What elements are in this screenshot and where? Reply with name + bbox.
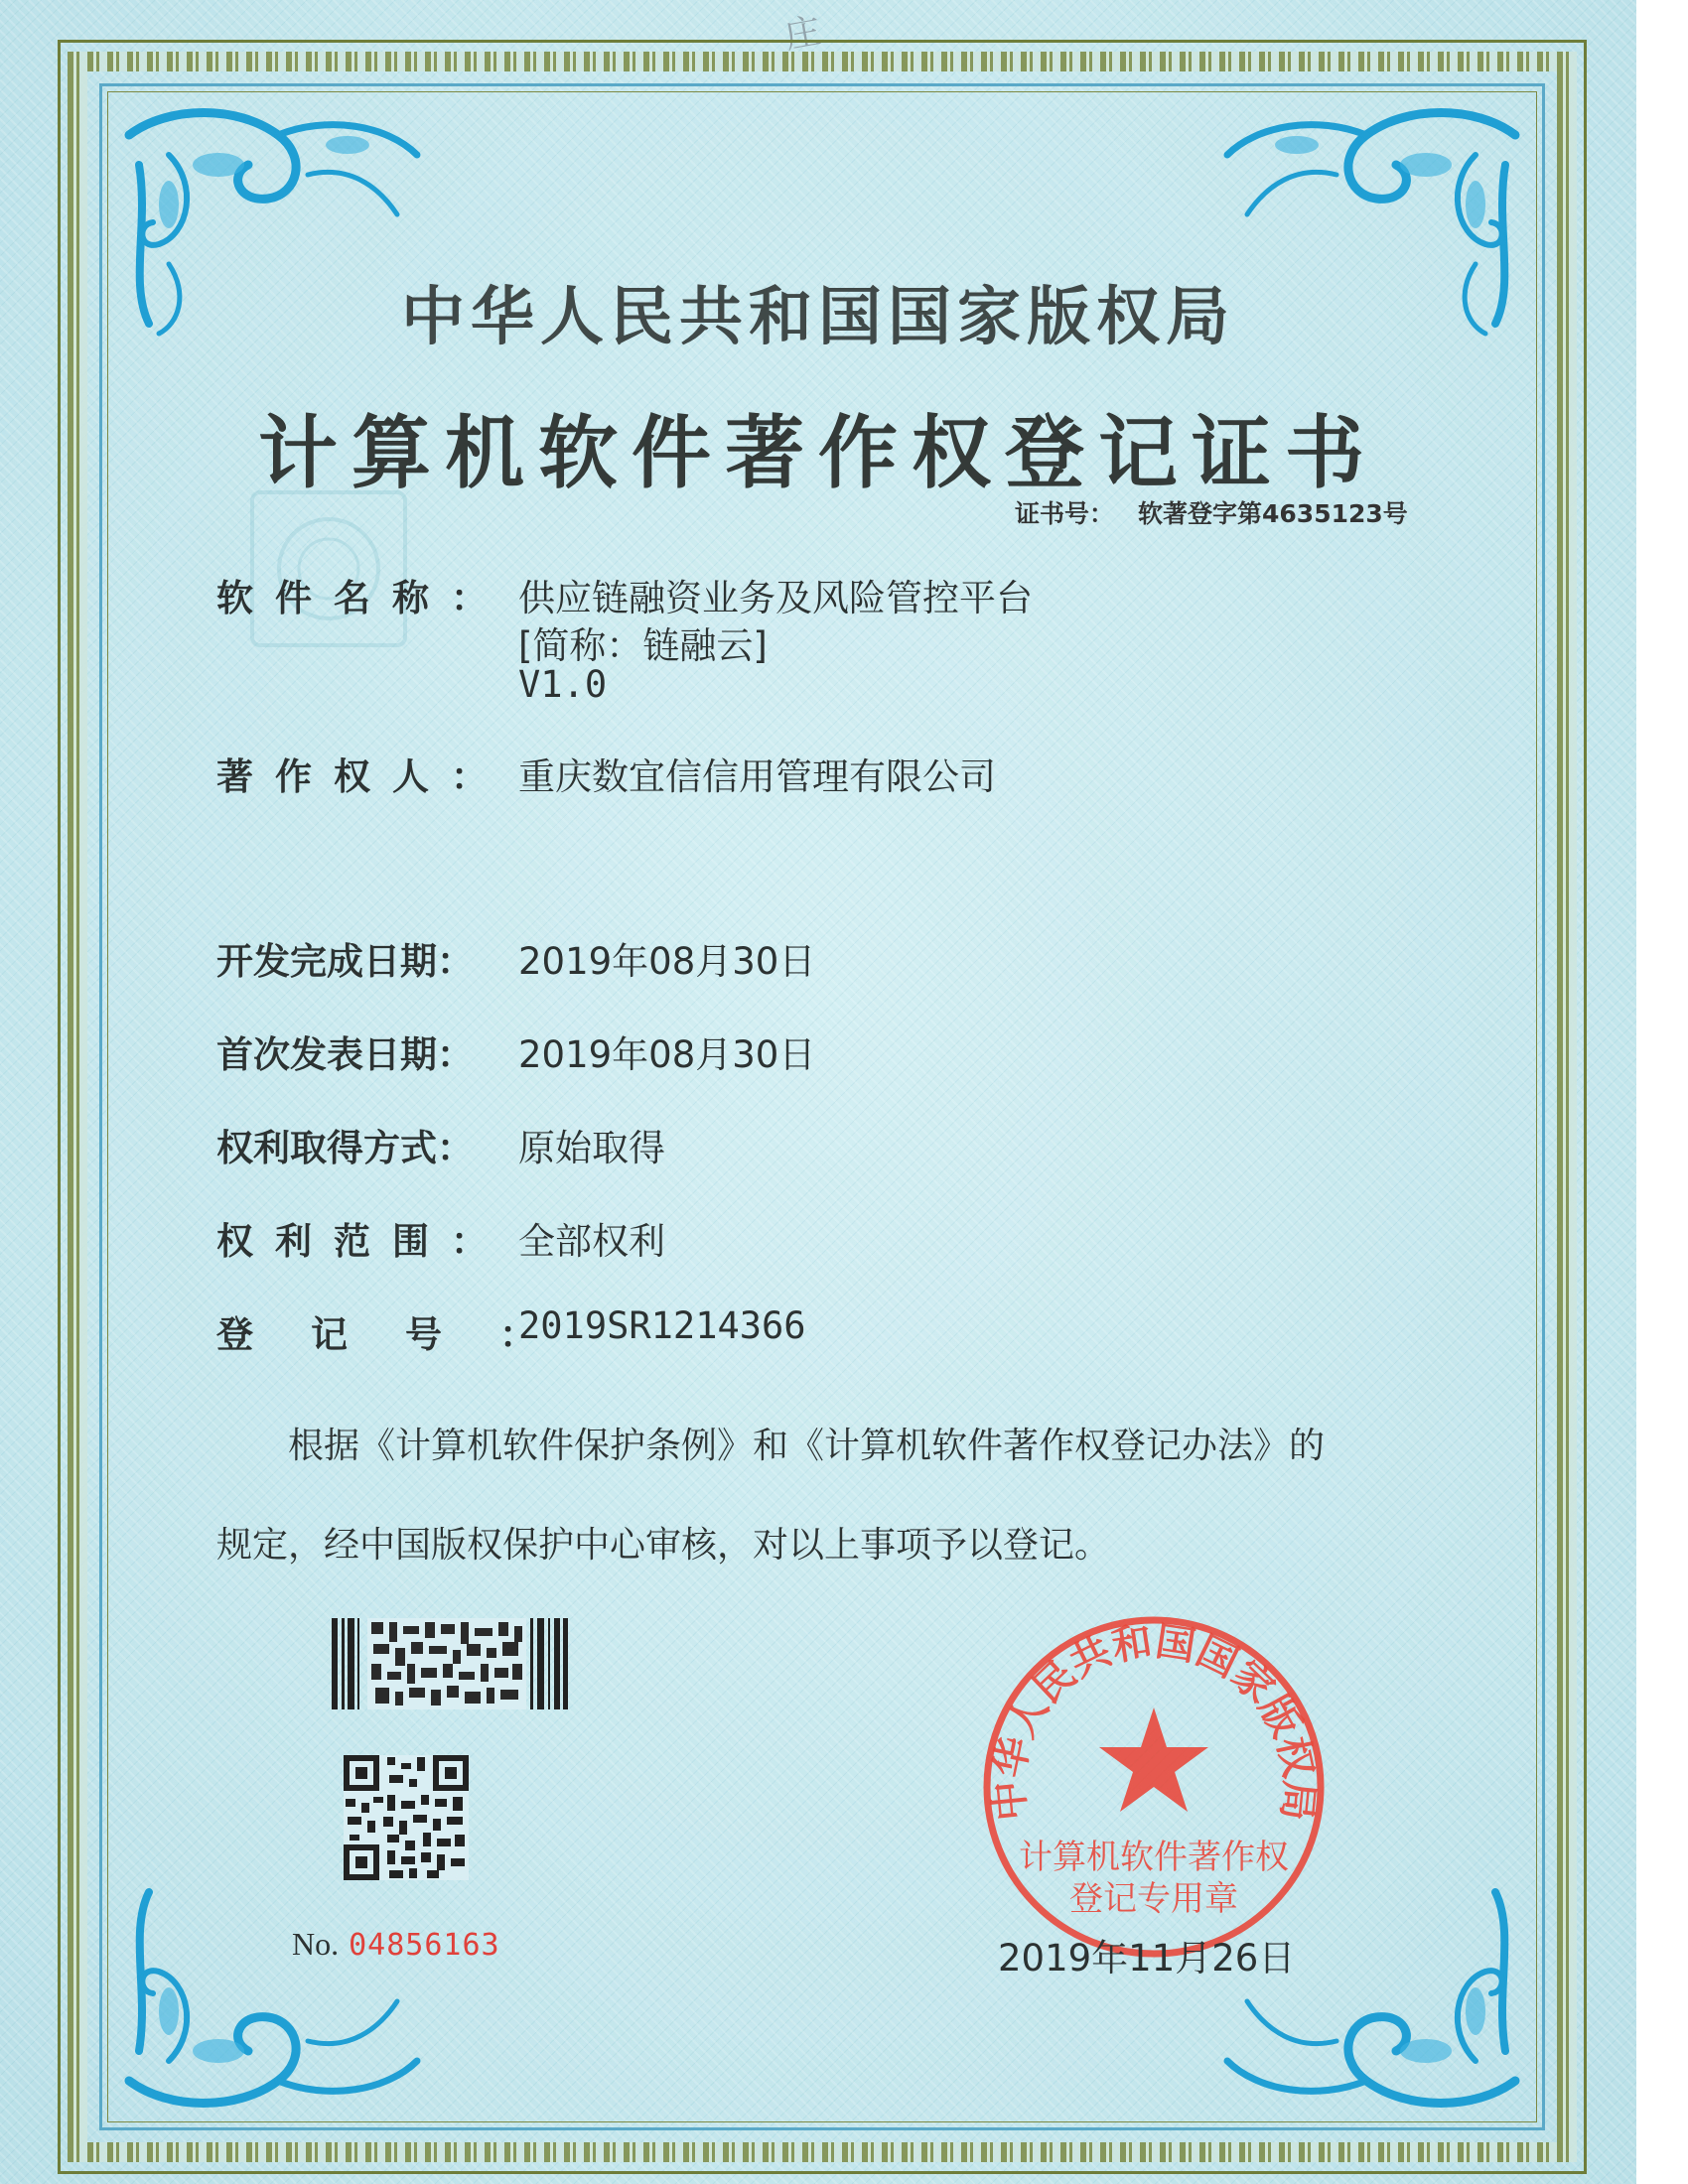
acquisition-method-label: 权利取得方式： xyxy=(216,1127,474,1169)
software-name-line-2: [简称：链融云] xyxy=(518,624,768,667)
rights-scope-value: 全部权利 xyxy=(518,1220,665,1263)
scan-margin xyxy=(1636,0,1688,2184)
barcode-icon xyxy=(332,1618,568,1709)
qr-code-icon xyxy=(344,1755,469,1880)
rights-scope-label: 权利范围： xyxy=(216,1220,509,1263)
certificate-title: 计算机软件著作权登记证书 xyxy=(258,406,1378,499)
registration-number-value: 2019SR1214366 xyxy=(518,1304,806,1347)
issue-date: 2019年11月26日 xyxy=(998,1937,1296,1979)
copyright-owner-label: 著作权人： xyxy=(216,755,509,798)
acquisition-method-value: 原始取得 xyxy=(518,1127,665,1169)
serial-prefix: No. xyxy=(292,1926,340,1962)
corner-ornament-bottom-left xyxy=(109,1872,437,2120)
completion-date-label: 开发完成日期： xyxy=(216,940,474,983)
certificate-number-value: 软著登字第4635123号 xyxy=(1138,499,1408,528)
copyright-owner-value: 重庆数宜信信用管理有限公司 xyxy=(518,755,996,798)
stray-handwriting: 庄 xyxy=(781,11,824,58)
official-seal-stamp xyxy=(965,1598,1342,1976)
certificate-number xyxy=(1015,494,1432,530)
first-publication-date-label: 首次发表日期： xyxy=(216,1033,474,1076)
completion-date-value: 2019年08月30日 xyxy=(518,940,816,983)
certificate-serial xyxy=(292,1926,500,1963)
statement-line-2: 规定，经中国版权保护中心审核，对以上事项予以登记。 xyxy=(216,1525,1111,1566)
seal-ring-text: 中华人民共和国国家版权局 xyxy=(985,1618,1323,1823)
software-name-line-1: 供应链融资业务及风险管控平台 xyxy=(518,577,1033,619)
issuing-agency: 中华人民共和国国家版权局 xyxy=(401,281,1235,354)
software-version: V1.0 xyxy=(518,663,608,706)
certificate-number-label: 证书号： xyxy=(1015,499,1115,528)
statement-line-1: 根据《计算机软件保护条例》和《计算机软件著作权登记办法》的 xyxy=(288,1426,1326,1466)
registration-number-label: 登记号： xyxy=(216,1313,594,1356)
serial-number: 04856163 xyxy=(349,1928,500,1963)
seal-inner-line-1: 计算机软件著作权 xyxy=(1019,1838,1289,1877)
first-publication-date-value: 2019年08月30日 xyxy=(518,1033,816,1076)
software-name-label: 软件名称： xyxy=(216,577,509,619)
seal-inner-line-2: 登记专用章 xyxy=(1069,1879,1238,1919)
